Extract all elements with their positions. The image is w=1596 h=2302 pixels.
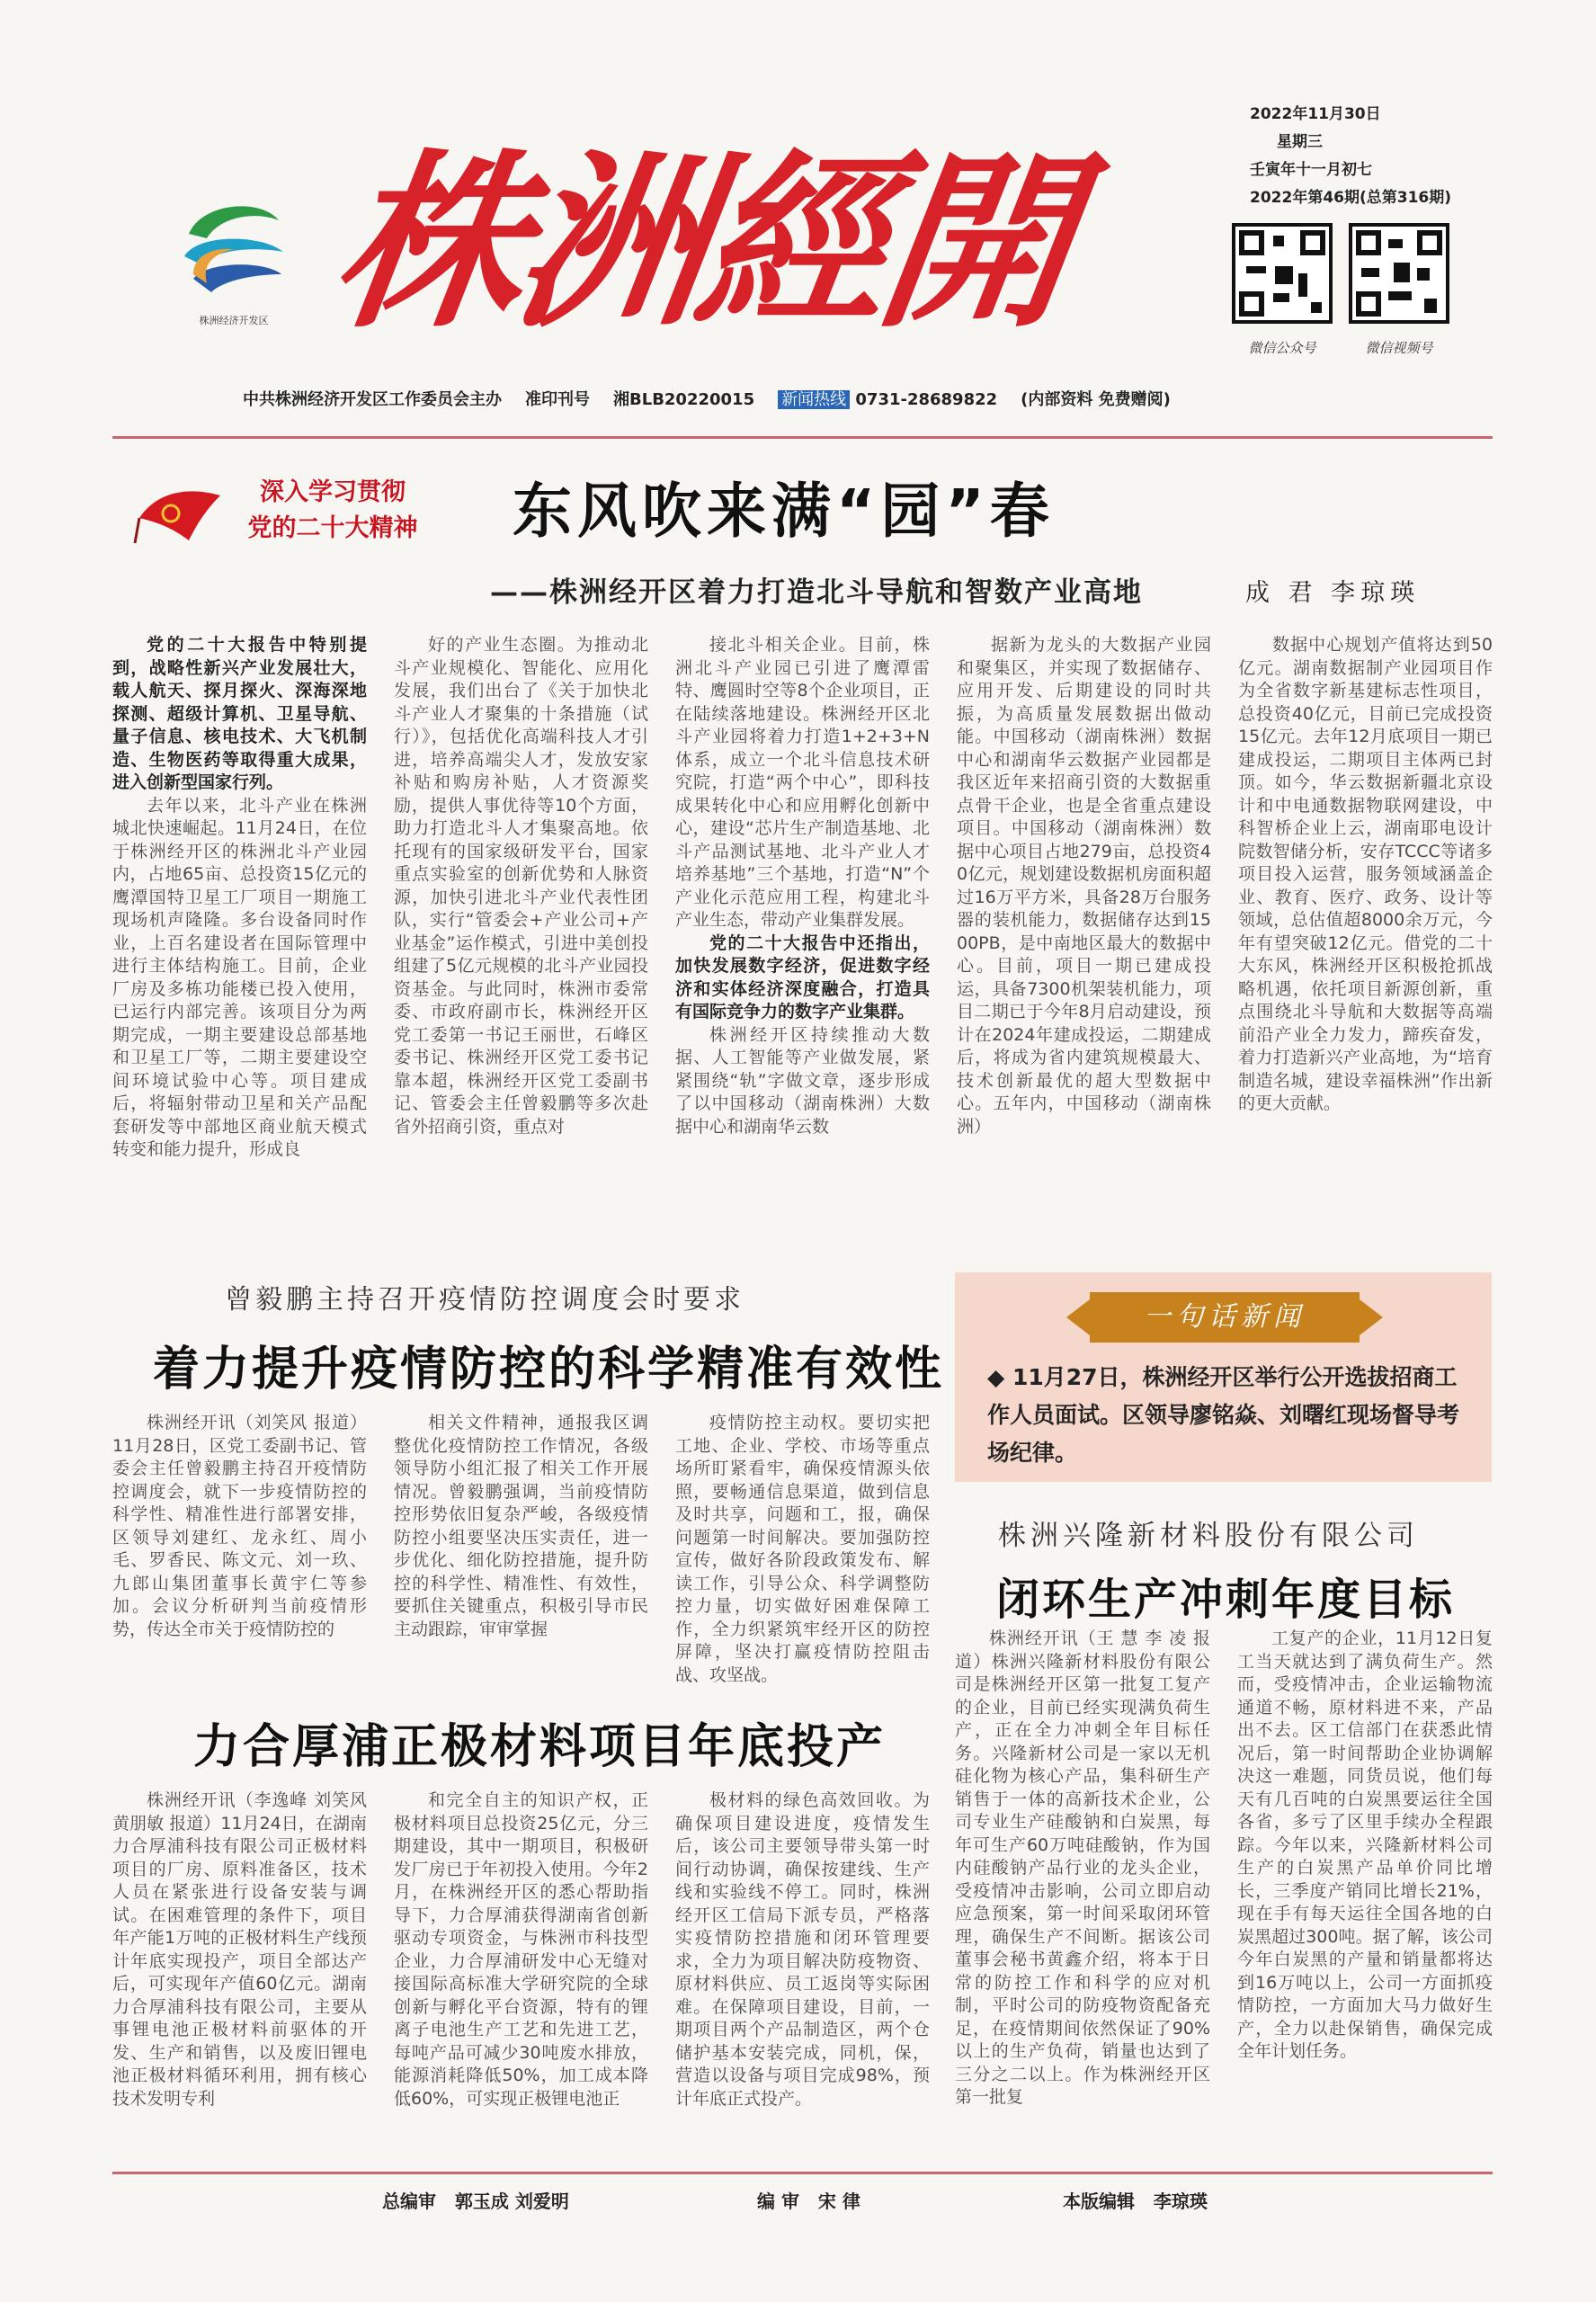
issue-date: 2022年11月30日 — [1250, 105, 1381, 123]
footer-names: 宋 律 — [817, 2190, 860, 2212]
lead-paragraph: 据新为龙头的大数据产业园和聚集区，并实现了数据储存、应用开发、后期建设的同时共振，为高质量发展数据出做动能。中国移动（湖南株洲）数据中心和湖南华云数据产业园都是我区近年来招商引资的大数据重点骨干企业，也是全省重点建设项目。中国移动（湖南株洲）数据中心项目占地279亩，总投资40亿元，规划建设数据机房面积超过16万平方米，具备28万台服务器的装机能力，数据储存达到1500PB，是中南地区最大的数据中心。目前，项目一期已建成投运，具备7300机架装机能力，项目二期已于今年8月启动建设，预计在2024年建成投运，二期建成后，将成为省内建筑规模最大、技术创新最优的超大型数据中心。五年内，中国移动（湖南株洲） — [957, 635, 1211, 1137]
lunar-date: 壬寅年十一月初七 — [1250, 161, 1372, 179]
footer-page-editor — [1063, 2187, 1208, 2213]
story3-column-2 — [394, 1789, 648, 2149]
brief-news-box — [955, 1272, 1492, 1482]
theme-badge — [135, 475, 441, 556]
qr-caption-video: 微信视频号 — [1365, 340, 1433, 356]
lead-column-3 — [675, 634, 930, 1218]
story2-paragraph: 株洲经开讯（刘笑风 报道）11月28日，区党工委副书记、管委会主任曾毅鹏主持召开疫情防控调度会，就下一步疫情防控的科学性、精准性进行部署安排，区领导刘建红、龙永红、周小毛、罗香民、陈文元、刘一玖、九郎山集团董事长黄宇仁等参加。会议分析研判当前疫情形势，传达全市关于疫情防控的 — [112, 1413, 367, 1639]
hotline-label: 新闻热线 — [778, 390, 850, 409]
logo-caption: 株洲经济开发区 — [199, 315, 269, 326]
brief-news-title: 一句话新闻 — [1090, 1292, 1360, 1343]
story2-body — [112, 1412, 931, 1685]
lead-column-5 — [1238, 634, 1493, 1218]
footer-names: 郭玉成 刘爱明 — [454, 2190, 569, 2212]
lead-subtitle: ——株洲经开区着力打造北斗导航和智数产业高地 — [490, 576, 1143, 609]
diamond-bullet-icon: ◆ — [987, 1364, 1005, 1390]
lead-highlight-2: 党的二十大报告中还指出，加快发展数字经济，促进数字经济和实体经济深度融合，打造具有国际竞争力的数字产业集群。 — [675, 932, 930, 1022]
permit-label: 准印刊号 — [525, 390, 590, 409]
story4-paragraph: 工复产的企业，11月12日复工当天就达到了满负荷生产。然而，受疫情冲击，企业运输物流通道不畅，原材料进不来，产品出不去。区工信部门在获悉此情况后，第一时间帮助企业协调解决这一难题，同货员说，他们每天有几百吨的白炭黑要运往全国各省，多亏了区里手续办全程跟踪。今年以来，兴隆新材料公司生产的白炭黑产品单价同比增长，三季度产销同比增长21%，现在手有每天运往全国各地的白炭黑超过300吨。据了解，该公司今年白炭黑的产量和销量都将达到16万吨以上，公司一方面抓疫情防控，一方面加大马力做好生产，全力以赴保销售，确保完成全年计划任务。 — [1237, 1628, 1493, 2061]
story3-headline: 力合厚浦正极材料项目年底投产 — [193, 1719, 887, 1774]
footer-label: 总编审 — [382, 2190, 436, 2212]
story2-headline: 着力提升疫情防控的科学精准有效性 — [153, 1342, 945, 1396]
footer-chief-editor — [382, 2187, 569, 2213]
lead-headline: 东风吹来满“园”春 — [513, 477, 1055, 546]
lead-paragraph: 株洲经开区持续推动大数据、人工智能等产业做发展，紧紧围绕“轨”字做文章，逐步形成了以中国移动（湖南株洲）大数据中心和湖南华云数 — [675, 1024, 930, 1137]
story4-headline: 闭环生产冲刺年度目标 — [996, 1575, 1456, 1625]
qr-code-wechat-icon[interactable] — [1232, 223, 1333, 324]
logo-icon — [175, 184, 292, 319]
info-bar — [243, 387, 1367, 410]
divider — [112, 436, 1493, 439]
story3-column-1 — [112, 1789, 367, 2149]
story4-body — [955, 1628, 1493, 2149]
story2-paragraph: 疫情防控主动权。要切实把工地、企业、学校、市场等重点场所盯紧看牢，确保疫情源头依照，要畅通信息渠道，做到信息及时共享，问题和工，报，确保问题第一时间解决。要加强防控宣传，做好各阶段政策发布、解读工作，引导公众、科学调整防控力量，切实做好困难保障工作，全力织紧筑牢经开区的防控屏障，坚决打赢疫情防控阻击战、攻坚战。 — [675, 1413, 930, 1685]
lead-paragraph: 好的产业生态圈。为推动北斗产业规模化、智能化、应用化发展，我们出台了《关于加快北斗产业人才聚集的十条措施（试行）》，包括优化高端科技人才引进，培养高端尖人才，发放安家补贴和购房补贴，人才资源奖励，提供人事优待等10个方面，助力打造北斗人才集聚高地。依托现有的国家级研发平台，国家重点实验室的创新优势和人脉资源，加快引进北斗产业代表性团队，实行“管委会+产业公司+产业基金”运作模式，引进中美创投组建了5亿元规模的北斗产业园投资基金。与此同时，株洲市委常委、市政府副市长，株洲经开区党工委第一书记王丽世，石峰区委书记、株洲经开区党工委书记靠本超，株洲经开区党工委副书记、管委会主任曾毅鹏等多次赴省外招商引资，重点对 — [394, 635, 648, 1137]
lead-body — [112, 634, 1497, 1218]
lead-column-2 — [394, 634, 648, 1218]
story3-column-3 — [675, 1789, 930, 2149]
story3-paragraph: 极材料的绿色高效回收。为确保项目建设进度，疫情发生后，该公司主要领导带头第一时间行动协调，确保按建线、生产线和实验线不停工。同时，株洲经开区工信局下派专员，严格落实疫情防控措施和闭环管理要求，全力为项目解决防疫物资、原材料供应、员工返岗等实际困难。在保障项目建设，目前，一期项目两个产品制造区，两个仓储护基本安装完成，同机，保，营造以设备与项目完成98%，预计年底正式投产。 — [675, 1790, 930, 2109]
distribution-note: (内部资料 免费赠阅) — [1021, 390, 1171, 409]
issue-number: 2022年第46期(总第316期) — [1250, 189, 1451, 207]
footer-divider — [112, 2172, 1493, 2174]
weekday: 星期三 — [1277, 133, 1323, 151]
story3-paragraph: 和完全自主的知识产权，正极材料项目总投资25亿元，分三期建设，其中一期项目，积极研发厂房已于年初投入使用。今年2月，在株洲经开区的悉心帮助指导下，力合厚浦获得湖南省创新驱动专项资金，与株洲市科技型企业，力合厚浦研发中心无缝对接国际高标准大学研究院的全球创新与孵化平台资源，特有的锂离子电池生产工艺和先进工艺，每吨产品可减少30吨废水排放，能源消耗降低50%，加工成本降低60%，可实现正极锂电池正 — [394, 1790, 648, 2109]
story2-column-3 — [675, 1412, 930, 1685]
brief-news-content: 11月27日，株洲经开区举行公开选拔招商工作人员面试。区领导廖铭焱、刘曙红现场督导考场纪律。 — [987, 1364, 1460, 1466]
story4-column-1 — [955, 1628, 1210, 2149]
story4-paragraph: 株洲经开讯（王 慧 李 凌 报道）株洲兴隆新材料股份有限公司是株洲经开区第一批复工复产的企业，目前已经实现满负荷生产，正在全力冲刺全年目标任务。兴隆新材公司是一家以无机硅化物为核心产品，集科研生产销售于一体的高新技术企业，公司专业生产硅酸钠和白炭黑，每年可生产60万吨硅酸钠，作为国内硅酸钠产品行业的龙头企业，受疫情冲击影响，公司立即启动应急预案，第一时间采取闭环管理，确保生产不间断。据该公司董事会秘书黄鑫介绍，将本于日常的防控工作和科学的应对机制，平时公司的防疫物资配备充足，在疫情期间依然保证了90%以上的生产负荷，销量也达到了三分之二以上。作为株洲经开区第一批复 — [955, 1628, 1210, 2107]
permit-number: 湘BLB20220015 — [613, 390, 755, 409]
sponsor: 中共株洲经济开发区工作委员会主办 — [243, 390, 502, 409]
lead-byline: 成 君 李琼瑛 — [1245, 579, 1421, 607]
story2-column-1 — [112, 1412, 367, 1673]
lead-highlight-1: 党的二十大报告中特别提到，战略性新兴产业发展壮大，载人航天、探月探火、深海深地探测、超级计算机、卫星导航、量子信息、核电技术、大飞机制造、生物医药等取得重大成果，进入创新型国家行列。 — [112, 635, 367, 792]
date-block — [1250, 101, 1484, 212]
story2-paragraph: 相关文件精神，通报我区调整优化疫情防控工作情况，各级领导防小组汇报了相关工作开展情况。曾毅鹏强调，当前疫情防控形势依旧复杂严峻，各级疫情防控小组要坚决压实责任，进一步优化、细化防控措施，提升防控的科学性、精准性、有效性，要抓住关键重点，积极引导市民主动跟踪，审审掌握 — [394, 1413, 648, 1639]
lead-paragraph: 接北斗相关企业。目前，株洲北斗产业园已引进了鹰潭雷特、鹰圆时空等8个企业项目，正在陆续落地建设。株洲经开区北斗产业园将着力打造1+2+3+N体系，成立一个北斗信息技术研究院，打造“两个中心”，即科技成果转化中心和应用孵化创新中心，建设“芯片生产制造基地、北斗产品测试基地、北斗产业人才培养基地”三个基地，打造“N”个产业化示范应用工程，构建北斗产业生态，带动产业集群发展。 — [675, 635, 930, 930]
story3-paragraph: 株洲经开讯（李逸峰 刘笑风 黄朋敏 报道）11月24日，在湖南力合厚浦科技有限公司正极材料项目的厂房、原料准备区，技术人员在紧张进行设备安装与调试。在困难管理的条件下，项目年产能1万吨的正极材料生产线预计年底实现投产，项目全部达产后，可实现年产值60亿元。湖南力合厚浦科技有限公司，主要从事锂电池正极材料前驱体的开发、生产和销售，以及废旧锂电池正极材料循环利用，拥有核心技术发明专利 — [112, 1790, 367, 2109]
story4-column-2 — [1237, 1628, 1493, 2149]
party-flag-icon — [135, 482, 225, 545]
lead-column-1 — [112, 634, 367, 1218]
qr-caption-wechat: 微信公众号 — [1248, 340, 1316, 356]
badge-line-1: 深入学习贯彻 — [260, 478, 406, 506]
badge-line-2: 党的二十大精神 — [247, 514, 418, 542]
hotline-number: 0731-28689822 — [855, 390, 998, 409]
story4-kicker: 株洲兴隆新材料股份有限公司 — [998, 1520, 1419, 1552]
lead-paragraph: 去年以来，北斗产业在株洲城北快速崛起。11月24日，在位于株洲经开区的株洲北斗产业园内，占地65亩、总投资15亿元的鹰潭国特卫星工厂项目一期施工现场机声隆隆。多台设备同时作业，上百名建设者在国际管理中进行主体结构施工。目前，企业厂房及多栋功能楼已投入使用，已运行内部完善。该项目分为两期完成，一期主要建设总部基地和卫星工厂等，二期主要建设空间环境试验中心等。项目建成后，将辐射带动卫星和关产品配套研发等中部地区商业航天模式转变和能力提升，形成良 — [112, 795, 367, 1159]
footer-names: 李琼瑛 — [1153, 2190, 1208, 2212]
footer-label: 编 审 — [757, 2190, 799, 2212]
masthead-title: 株洲經開 — [321, 131, 1080, 353]
story2-kicker: 曾毅鹏主持召开疫情防控调度会时要求 — [225, 1284, 745, 1316]
footer-editor — [757, 2187, 860, 2213]
qr-code-video-icon[interactable] — [1349, 223, 1449, 324]
brief-news-text — [987, 1359, 1464, 1472]
story2-column-2 — [394, 1412, 648, 1673]
lead-column-4 — [957, 634, 1211, 1218]
lead-paragraph: 数据中心规划产值将达到50亿元。湖南数据制产业园项目作为全省数字新基建标志性项目，总投资40亿元，目前已完成投资15亿元。去年12月底项目一期已建成投运，二期项目主体两已封顶。如今，华云数据新疆北京设计和中电通数据物联网建设，中科智桥企业上云，湖南耶电设计院数智储分析，安存TCCC等诸多项目投入运营，服务领域涵盖企业、教育、医疗、政务、设计等领域，总估值超8000余万元，今年有望突破12亿元。借党的二十大东风，株洲经开区积极抢抓战略机遇，依托项目新源创新，重点围绕北斗导航和大数据等高端前沿产业全力发力，蹄疾奋发，着力打造新兴产业高地，为“培育制造名城，建设幸福株洲”作出新的更大贡献。 — [1238, 635, 1493, 1113]
story3-body — [112, 1789, 931, 2149]
footer-label: 本版编辑 — [1063, 2190, 1135, 2212]
